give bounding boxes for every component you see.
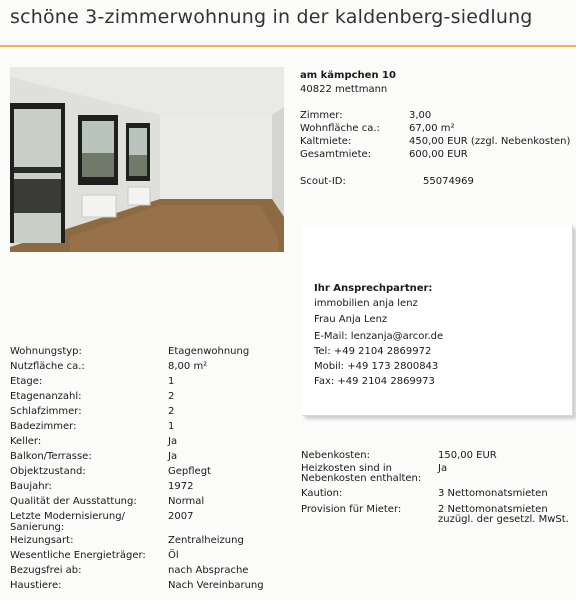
apartment-photo — [10, 67, 284, 252]
detail-label: Keller: — [10, 436, 42, 447]
cost-value: 2 Nettomonatsmieten zuzügl. der gesetzl. MwSt. — [438, 504, 569, 525]
detail-label: Objektzustand: — [10, 466, 86, 477]
summary-value: 67,00 m² — [409, 123, 455, 134]
contact-person: Frau Anja Lenz — [314, 314, 388, 325]
address-block — [300, 69, 396, 97]
summary-label: Zimmer: — [300, 110, 343, 121]
detail-label: Haustiere: — [10, 580, 62, 591]
detail-label: Letzte Modernisierung/ Sanierung: — [10, 511, 125, 533]
detail-value: Ja — [168, 451, 178, 462]
summary-list — [300, 110, 576, 170]
room-interior-image — [10, 67, 284, 252]
detail-label: Wesentliche Energieträger: — [10, 550, 146, 561]
detail-value: Normal — [168, 496, 205, 507]
address-street: am kämpchen 10 — [300, 70, 396, 81]
detail-label: Etage: — [10, 376, 43, 387]
contact-company: immobilien anja lenz — [314, 298, 418, 309]
detail-value: 1 — [168, 421, 175, 432]
detail-label: Baujahr: — [10, 481, 52, 492]
cost-value: 3 Nettomonatsmieten — [438, 488, 548, 499]
accent-divider — [0, 45, 576, 47]
scout-id-row — [300, 176, 576, 190]
detail-value: Zentralheizung — [168, 535, 244, 546]
contact-card — [302, 225, 573, 416]
contact-mobile[interactable]: Mobil: +49 173 2800843 — [314, 361, 439, 372]
detail-value: 8,00 m² — [168, 361, 208, 372]
address-city: 40822 mettmann — [300, 84, 388, 95]
detail-value: 1972 — [168, 481, 194, 492]
detail-value: Etagenwohnung — [168, 346, 250, 357]
cost-label: Kaution: — [301, 488, 343, 499]
detail-label: Badezimmer: — [10, 421, 77, 432]
detail-value: 2 — [168, 406, 175, 417]
scout-id-value: 55074969 — [423, 176, 474, 187]
detail-value: Öl — [168, 550, 179, 561]
cost-label: Provision für Mieter: — [301, 504, 402, 515]
scout-id-label: Scout-ID: — [300, 176, 346, 187]
detail-value: Nach Vereinbarung — [168, 580, 264, 591]
detail-label: Wohnungstyp: — [10, 346, 82, 357]
summary-label: Wohnfläche ca.: — [300, 123, 380, 134]
detail-value: Gepflegt — [168, 466, 211, 477]
summary-value: 600,00 EUR — [409, 149, 468, 160]
cost-value: Ja — [438, 463, 448, 474]
summary-value: 3,00 — [409, 110, 432, 121]
detail-label: Balkon/Terrasse: — [10, 451, 92, 462]
summary-value: 450,00 EUR (zzgl. Nebenkosten) — [409, 136, 571, 147]
detail-label: Heizungsart: — [10, 535, 74, 546]
detail-label: Bezugsfrei ab: — [10, 565, 82, 576]
page-title: schöne 3-zimmerwohnung in der kaldenberg-siedlung — [10, 6, 533, 28]
contact-email[interactable]: E-Mail: lenzanja@arcor.de — [314, 331, 444, 342]
detail-value: Ja — [168, 436, 178, 447]
detail-value: 2 — [168, 391, 175, 402]
contact-heading: Ihr Ansprechpartner: — [314, 283, 433, 294]
detail-value: 2007 — [168, 511, 194, 522]
detail-value: 1 — [168, 376, 175, 387]
detail-label: Etagenanzahl: — [10, 391, 82, 402]
detail-value: nach Absprache — [168, 565, 249, 576]
detail-label: Qualität der Ausstattung: — [10, 496, 137, 507]
cost-label: Heizkosten sind in Nebenkosten enthalten: — [301, 463, 422, 484]
summary-label: Gesamtmiete: — [300, 149, 372, 160]
detail-label: Nutzfläche ca.: — [10, 361, 85, 372]
detail-label: Schlafzimmer: — [10, 406, 82, 417]
contact-fax: Fax: +49 2104 2869973 — [314, 376, 435, 387]
summary-label: Kaltmiete: — [300, 136, 352, 147]
contact-phone[interactable]: Tel: +49 2104 2869972 — [314, 346, 432, 357]
cost-label: Nebenkosten: — [301, 450, 371, 461]
cost-value: 150,00 EUR — [438, 450, 497, 461]
